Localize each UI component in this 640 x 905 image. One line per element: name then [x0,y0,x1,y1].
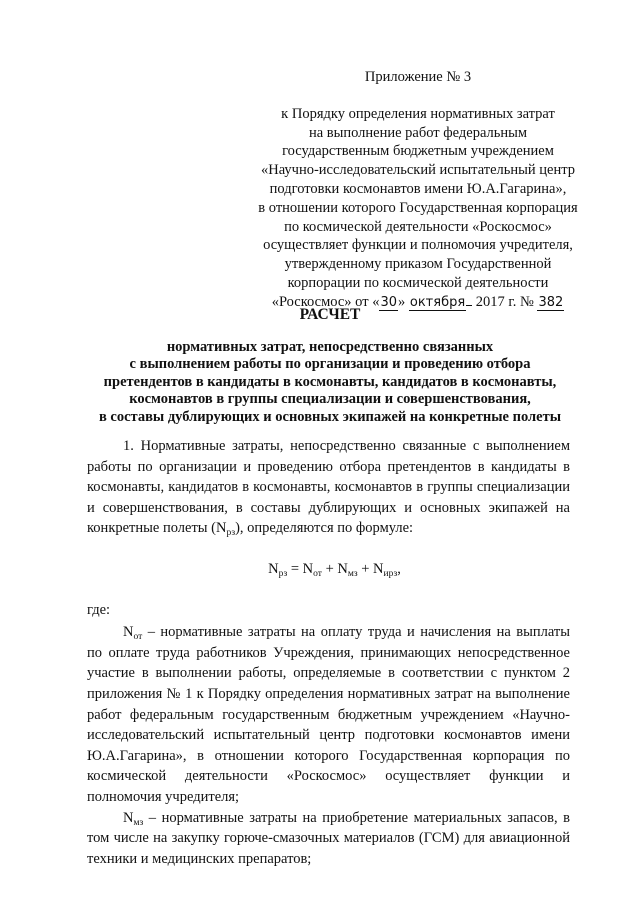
subscript: от [133,632,143,643]
formula-term: + N [321,560,348,577]
appendix-line: в отношении которого Государственная корпорация [258,199,578,216]
subscript: рз [226,528,236,539]
appendix-line: на выполнение работ федеральным [308,124,528,141]
appendix-line: осуществляет функции и полномочия учредителя, [263,237,573,254]
subscript: мз [133,817,144,828]
appendix-line: «Научно-исследовательский испытательный центр [260,162,575,179]
appendix-line: подготовки космонавтов имени Ю.А.Гагарина», [269,180,567,197]
order-day: 30 [380,294,397,310]
heading-line: претендентов в кандидаты в космонавты, кандидатов в космонавты, [103,373,557,390]
where-label: где: [87,601,111,618]
formula-end: , [397,560,401,577]
order-number: 382 [538,294,564,310]
appendix-line: по космической деятельности «Роскосмос» [284,218,552,235]
paragraph-1-end: ), определяются по формуле: [235,520,414,537]
subscript: ирз [383,568,398,579]
formula-term: = N [287,560,314,577]
heading-line: в составы дублирующих и основных экипажей на конкретные полеты [98,408,562,425]
appendix-title: Приложение № 3 [364,69,472,85]
symbol: N [123,809,134,826]
definition-n-ot [87,622,570,807]
definition-text: – нормативные затраты на приобретение материальных запасов, в том числе на закупку горюче-смазочных материалов (ГСМ) для авиационной техники и медицинских препаратов; [87,809,570,867]
formula-lhs: N [268,560,279,577]
appendix-header [226,68,610,312]
appendix-line: утвержденному приказом Государственной [284,256,552,273]
subscript: мз [347,568,358,579]
paragraph-1 [87,436,570,539]
appendix-line: к Порядку определения нормативных затрат [281,105,555,122]
order-prefix: «Роскосмос» от « [271,293,380,310]
heading-line: с выполнением работы по организации и проведению отбора [129,356,531,373]
order-mid: » [398,293,406,310]
document-heading [60,306,600,427]
appendix-line: корпорации по космической деятельности [287,274,549,291]
subscript: от [313,568,322,579]
order-month: октября [409,294,466,310]
formula-term: + N [357,560,384,577]
underline-blank [466,293,472,306]
order-year: 2017 г. № [475,293,534,310]
document-body [87,436,570,869]
appendix-line: государственным бюджетным учреждением [282,143,554,160]
symbol: N [123,624,134,641]
heading-title: РАСЧЕТ [299,306,361,323]
heading-line: космонавтов в группы специализации и совершенствования, [129,391,531,408]
formula [87,559,570,580]
definition-n-mz [87,808,570,870]
paragraph-1-text: 1. Нормативные затраты, непосредственно связанные с выполнением работы по организации и проведению отбора претендентов в кандидаты в космонавты, кандидатов в космонавты, космонавтов в группы специализации и совершенствования, в составы дублирующих и основных экипажей на конкретные полеты (N [87,438,570,537]
subscript: рз [278,568,288,579]
heading-line: нормативных затрат, непосредственно связанных [166,338,494,355]
definition-text: – нормативные затраты на оплату труда и начисления на выплаты по оплате труда работников Учреждения, принимающих непосредственное участие в выполнении работы, определяемые в соответствии с пунктом 2 приложения № 1 к Порядку определения нормативных затрат на выполнение работ федеральным государственным бюджетным учреждением «Научно-исследовательский испытательный центр подготовки космонавтов имени Ю.А.Гагарина», в отношении которого Государственная корпорация по космической деятельности «Роскосмос» осуществляет функции и полномочия учредителя; [87,624,570,805]
